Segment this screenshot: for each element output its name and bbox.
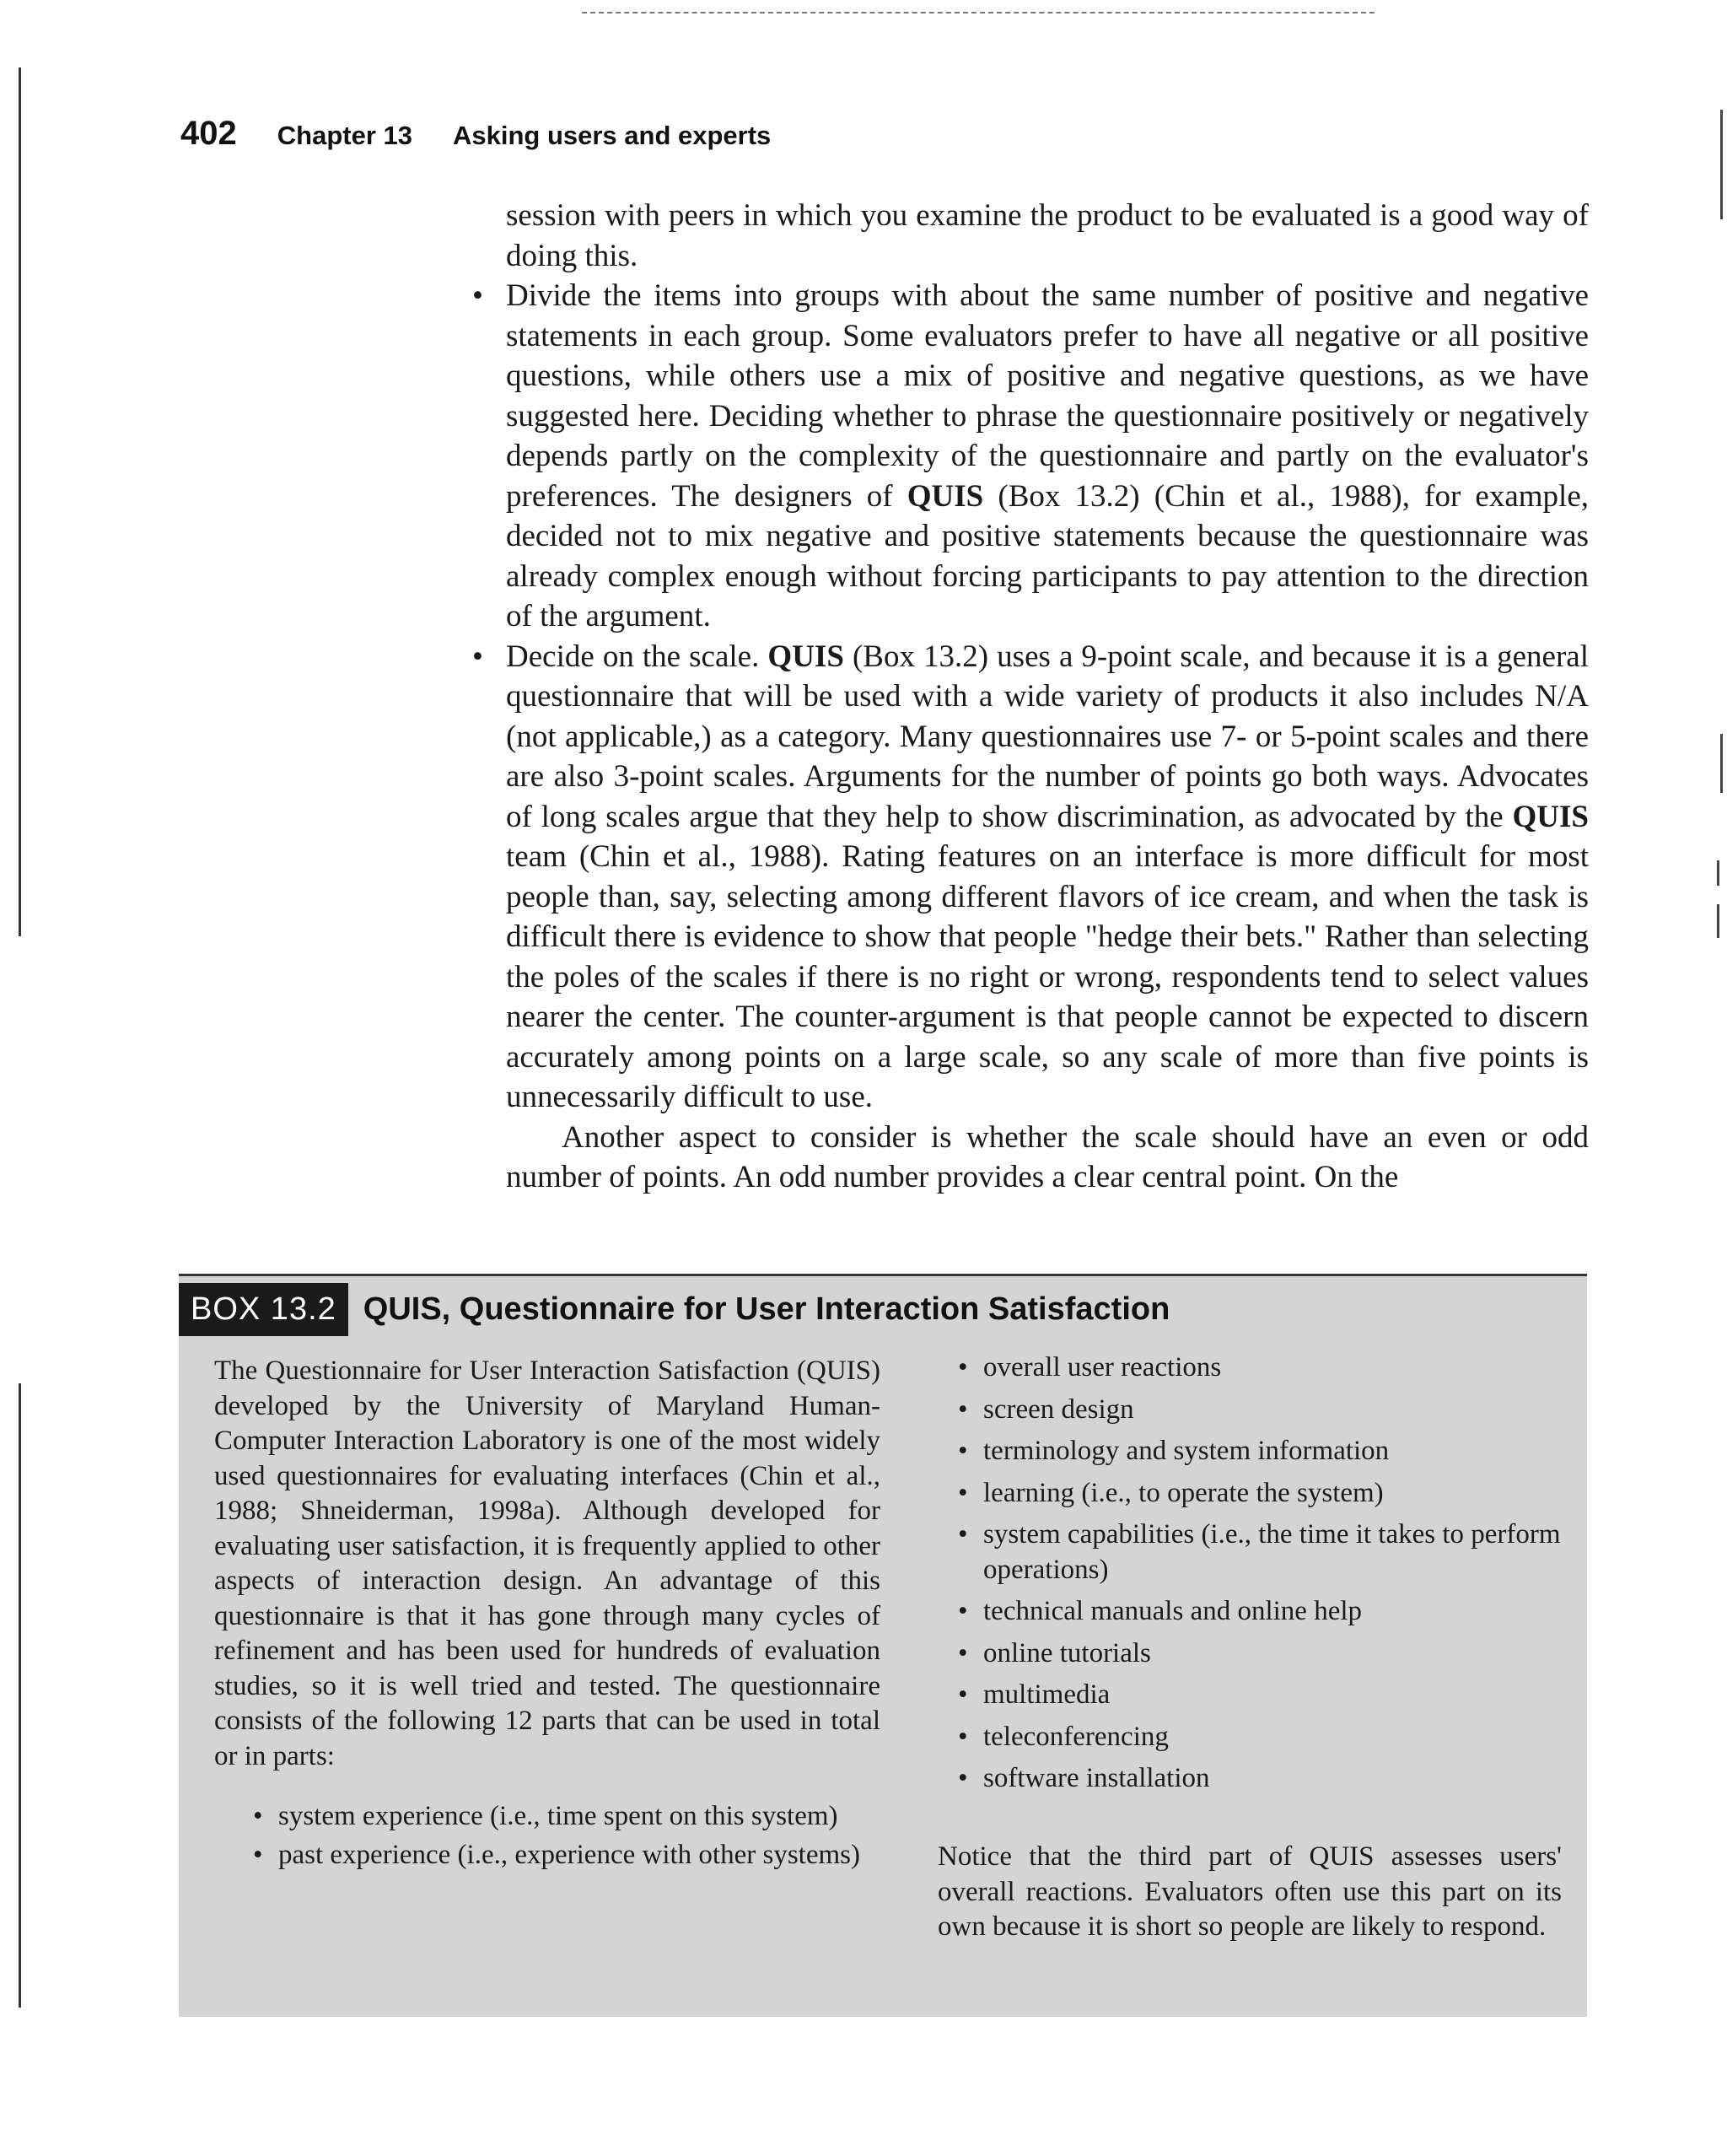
list-item: • screen design [983,1393,1562,1428]
body-paragraph: Another aspect to consider is whether the scale should have an even or odd number of points. An odd number provides a clear central point. On the [506,1119,1589,1194]
scan-top-rule [582,12,1375,13]
scan-edge-mark [1720,734,1723,793]
list-item: • system capabilities (i.e., the time it takes to perform operations) [983,1517,1562,1587]
box-heading [179,1283,1170,1336]
scan-margin-line [19,67,21,936]
scan-margin-line [19,1383,21,2008]
scan-edge-mark [1720,110,1723,219]
list-item: • system experience (i.e., time spent on this system) [278,1799,880,1835]
list-item: • teleconferencing [983,1720,1562,1755]
box-label: BOX 13.2 [179,1283,348,1336]
list-item: • Decide on the scale. QUIS (Box 13.2) uses a 9-point scale, and because it is a general questionnaire that will be used with a wide variety of products it also includes N/A (not applicable,) as a category. Many questionnaires use 7- or 5-point scales and there are also 3-point scales. Arguments for the number of points go both ways. Advocates of long scales argue that they help to show discrimination, as advocated by the QUIS team (Chin et al., 1988). Rating features on an interface is more difficult for most people than, say, selecting among different flavors of ice cream, and when the task is difficult there is evidence to show that people "hedge their bets." Rather than selecting the poles of the scales if there is no right or wrong, respondents tend to select values nearer the center. The counter-argument is that people cannot be expected to discern accurately among points on a large scale, so any scale of more than five points is unnecessarily difficult to use. [506,637,1589,1118]
page-number: 402 [180,115,237,152]
box-paragraph: The Questionnaire for User Interaction Satisfaction (QUIS) developed by the University of Maryland Human-Computer Interaction Laboratory is one of the most widely used questionnaires for evaluating interfaces (Chin et al., 1988; Shneiderman, 1998a). Although developed for evaluating user satisfaction, it is frequently applied to other aspects of interaction design. An advantage of this questionnaire is that it has gone through many cycles of refinement and has been used for hundreds of evaluation studies, so it is well tried and tested. The questionnaire consists of the following 12 parts that can be used in total or in parts: [214,1356,880,1771]
list-item: • terminology and system information [983,1434,1562,1469]
list-item: • Divide the items into groups with about the same number of positive and negative statements in each group. Some evaluators prefer to have all negative or all positive questions, while others use a mix of positive and negative questions, as we have suggested here. Deciding whether to phrase the questionnaire positively or negatively depends partly on the complexity of the questionnaire and partly on the evaluator's preferences. The designers of QUIS (Box 13.2) (Chin et al., 1988), for example, decided not to mix negative and positive statements because the questionnaire was already complex enough without forcing participants to pay attention to the direction of the argument. [506,276,1589,637]
box-title: QUIS, Questionnaire for User Interaction Satisfaction [363,1291,1170,1327]
box-left-list [214,1799,880,1873]
list-item: • technical manuals and online help [983,1594,1562,1630]
guideline-list [506,276,1589,1118]
list-item: • past experience (i.e., experience with other systems) [278,1838,880,1873]
list-item: • learning (i.e., to operate the system) [983,1476,1562,1512]
box-left-column [214,1354,880,1876]
list-item: • software installation [983,1761,1562,1797]
chapter-label: Chapter 13 [277,121,412,150]
list-item: • overall user reactions [983,1350,1562,1386]
running-header [180,115,771,153]
scan-edge-mark [1717,860,1719,886]
box-note: Notice that the third part of QUIS assesses users' overall reactions. Evaluators often use this part on its own because it is short so people are likely to respond. [938,1841,1562,1942]
main-text [506,196,1589,1198]
box-right-list [938,1350,1562,1797]
list-item: • multimedia [983,1678,1562,1713]
chapter-title: Asking users and experts [452,121,772,150]
list-item: • online tutorials [983,1636,1562,1672]
scan-edge-mark [1717,904,1719,938]
continued-paragraph: session with peers in which you examine the product to be evaluated is a good way of doing this. [506,198,1589,273]
box-right-column [938,1350,1562,1803]
box-13-2 [179,1274,1587,2017]
